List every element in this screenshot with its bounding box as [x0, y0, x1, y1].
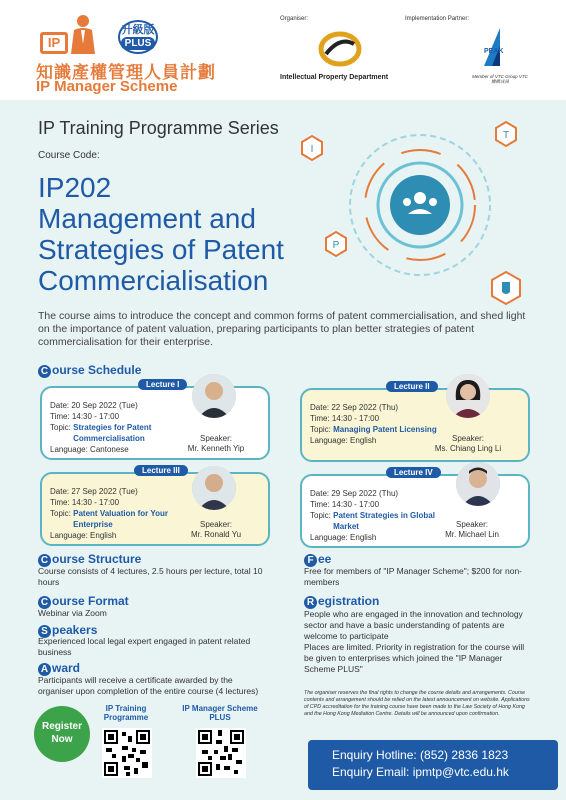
- speaker-label: Speaker:: [451, 434, 485, 443]
- topic-label: Topic:: [310, 511, 331, 520]
- speaker-value: Mr. Michael Lin: [445, 529, 499, 539]
- partner-label: Implementation Partner:: [405, 16, 470, 22]
- heading-text: ee: [318, 552, 332, 566]
- cap-letter: C: [38, 596, 51, 609]
- topic-label: Topic:: [310, 425, 331, 434]
- registration-body-2: Places are limited. Priority in registration for the course will be given to enterprises which joined the "IP Manager Scheme PLUS": [304, 642, 525, 674]
- format-heading: [38, 594, 129, 609]
- heading-text: ourse Structure: [52, 552, 142, 566]
- qr-label-training: IP Training Programme: [103, 704, 149, 722]
- heading-text: peakers: [52, 623, 98, 637]
- hex-letter-i: I: [310, 144, 314, 155]
- lecture-language: Language: English: [50, 531, 117, 540]
- speaker-value: Mr. Kenneth Yip: [187, 443, 245, 453]
- lecture-topic: Patent Valuation for Your Enterprise: [73, 509, 168, 529]
- speaker-name: [176, 520, 256, 539]
- lecture-tag: Lecture III: [134, 465, 188, 476]
- qr-code-training[interactable]: [102, 728, 152, 778]
- topic-label: Topic:: [50, 509, 71, 518]
- disclaimer: The organiser reserves the final rights to change the course details and arrangements. Course contents and arrangement should be relied on the latest announcement on website. Applications of CPD accreditation for the training course have been made to the Law Society of Hong Kong and the Hong Kong Mediation Centre. Details will be announced upon confirmation.: [304, 690, 530, 717]
- cap-letter: C: [38, 554, 51, 567]
- lecture-time: Time: 14:30 - 17:00: [310, 500, 380, 509]
- schedule-heading: [38, 363, 141, 378]
- person-icon: [68, 14, 98, 54]
- lecture-tag: Lecture IV: [386, 467, 441, 478]
- lecture-topic: Patent Strategies in Global Market: [333, 511, 435, 531]
- structure-heading: [38, 552, 141, 567]
- organiser-name: Intellectual Property Department: [280, 74, 389, 81]
- enquiry-email[interactable]: Enquiry Email: ipmtp@vtc.edu.hk: [332, 765, 509, 779]
- register-now-button[interactable]: Register Now: [34, 706, 90, 762]
- hex-letter-p: P: [332, 240, 340, 251]
- speaker-label: Speaker:: [199, 434, 233, 443]
- qr-label-scheme: IP Manager Scheme PLUS: [182, 704, 258, 722]
- cap-letter: A: [38, 663, 51, 676]
- speaker-photo: [456, 462, 500, 506]
- fee-body: Free for members of "IP Manager Scheme"; $200 for non-members: [304, 566, 523, 587]
- lecture-tag: Lecture II: [386, 381, 438, 392]
- heading-text: egistration: [318, 594, 380, 608]
- cap-letter: F: [304, 554, 317, 567]
- cap-letter: C: [38, 365, 51, 378]
- award-body: Participants will receive a certificate awarded by the organiser upon completion of the entire course (4 lectures): [38, 675, 259, 696]
- lecture-date: Date: 29 Sep 2022 (Thu): [310, 489, 399, 498]
- partner-name: PEAK: [484, 48, 504, 55]
- heading-text: ourse Schedule: [52, 363, 142, 377]
- enquiry-hotline[interactable]: Enquiry Hotline: (852) 2836 1823: [332, 748, 509, 762]
- lecture-info: [50, 400, 190, 455]
- ipd-logo-icon: [318, 30, 362, 68]
- speaker-photo: [446, 374, 490, 418]
- header: [0, 0, 566, 100]
- qr-code-scheme[interactable]: [196, 728, 246, 778]
- heading-text: ourse Format: [52, 594, 129, 608]
- speaker-photo: [192, 466, 236, 510]
- cap-letter: R: [304, 596, 317, 609]
- series-title: IP Training Programme Series: [38, 118, 279, 138]
- lecture-language: Language: English: [310, 533, 377, 542]
- lecture-date: Date: 20 Sep 2022 (Tue): [50, 401, 138, 410]
- lecture-time: Time: 14:30 - 17:00: [310, 414, 380, 423]
- partner-sub: Member of VTC Group VTC 機構成員: [472, 74, 528, 84]
- speaker-name: [428, 434, 508, 453]
- registration-heading: [304, 594, 379, 609]
- lecture-time: Time: 14:30 - 17:00: [50, 412, 120, 421]
- hex-letter-t: T: [502, 130, 510, 141]
- lecture-info: [310, 488, 440, 543]
- ip-logo: [40, 14, 100, 54]
- course-name: Management and Strategies of Patent Commercialisation: [38, 203, 284, 296]
- scheme-name-en: IP Manager Scheme: [36, 78, 178, 95]
- lecture-tag: Lecture I: [138, 379, 187, 390]
- fee-heading: [304, 552, 331, 567]
- speaker-photo: [192, 374, 236, 418]
- lecture-date: Date: 22 Sep 2022 (Thu): [310, 403, 399, 412]
- lecture-topic: Strategies for Patent Commercialisation: [73, 423, 152, 443]
- heading-text: ward: [52, 661, 81, 675]
- course-intro: The course aims to introduce the concept and common forms of patent commercialisation, and shed light on the importance of patent valuation, preparing participants to plan better strategies of patent commercialisation for their enterprise.: [38, 310, 526, 348]
- speaker-name: [432, 520, 512, 539]
- speaker-value: Mr. Ronald Yu: [190, 529, 242, 539]
- scheme-name-cn: 知識產權管理人員計劃: [36, 63, 216, 82]
- lecture-date: Date: 27 Sep 2022 (Tue): [50, 487, 138, 496]
- award-heading: [38, 661, 80, 676]
- speakers-body: Experienced local legal expert engaged in patent related business: [38, 636, 251, 657]
- speaker-value: Ms. Chiang Ling Li: [434, 443, 502, 453]
- lecture-time: Time: 14:30 - 17:00: [50, 498, 120, 507]
- format-body: Webinar via Zoom: [38, 608, 107, 618]
- organiser-label: Organiser:: [280, 16, 309, 22]
- lecture-info: [50, 486, 190, 541]
- ip-logo-mark: IP: [40, 32, 68, 54]
- cap-letter: S: [38, 625, 51, 638]
- enquiry-box: [308, 740, 558, 790]
- speaker-label: Speaker:: [455, 520, 489, 529]
- course-code: IP202: [38, 172, 112, 203]
- lecture-language: Language: Cantonese: [50, 445, 129, 454]
- structure-body: Course consists of 4 lectures, 2.5 hours per lecture, total 10 hours: [38, 566, 263, 587]
- lecture-info: [310, 402, 440, 446]
- badge-plus: PLUS: [121, 37, 156, 50]
- course-code-label: Course Code:: [38, 150, 100, 161]
- speaker-name: [176, 434, 256, 453]
- badge-cn: 升級版: [121, 24, 155, 36]
- speaker-label: Speaker:: [199, 520, 233, 529]
- topic-label: Topic:: [50, 423, 71, 432]
- lecture-language: Language: English: [310, 436, 377, 445]
- registration-body-1: People who are engaged in the innovation and technology sector and have a basic understanding of patents are welcome to participate: [304, 609, 523, 641]
- plus-badge: [118, 20, 158, 54]
- lecture-topic: Managing Patent Licensing: [333, 425, 437, 434]
